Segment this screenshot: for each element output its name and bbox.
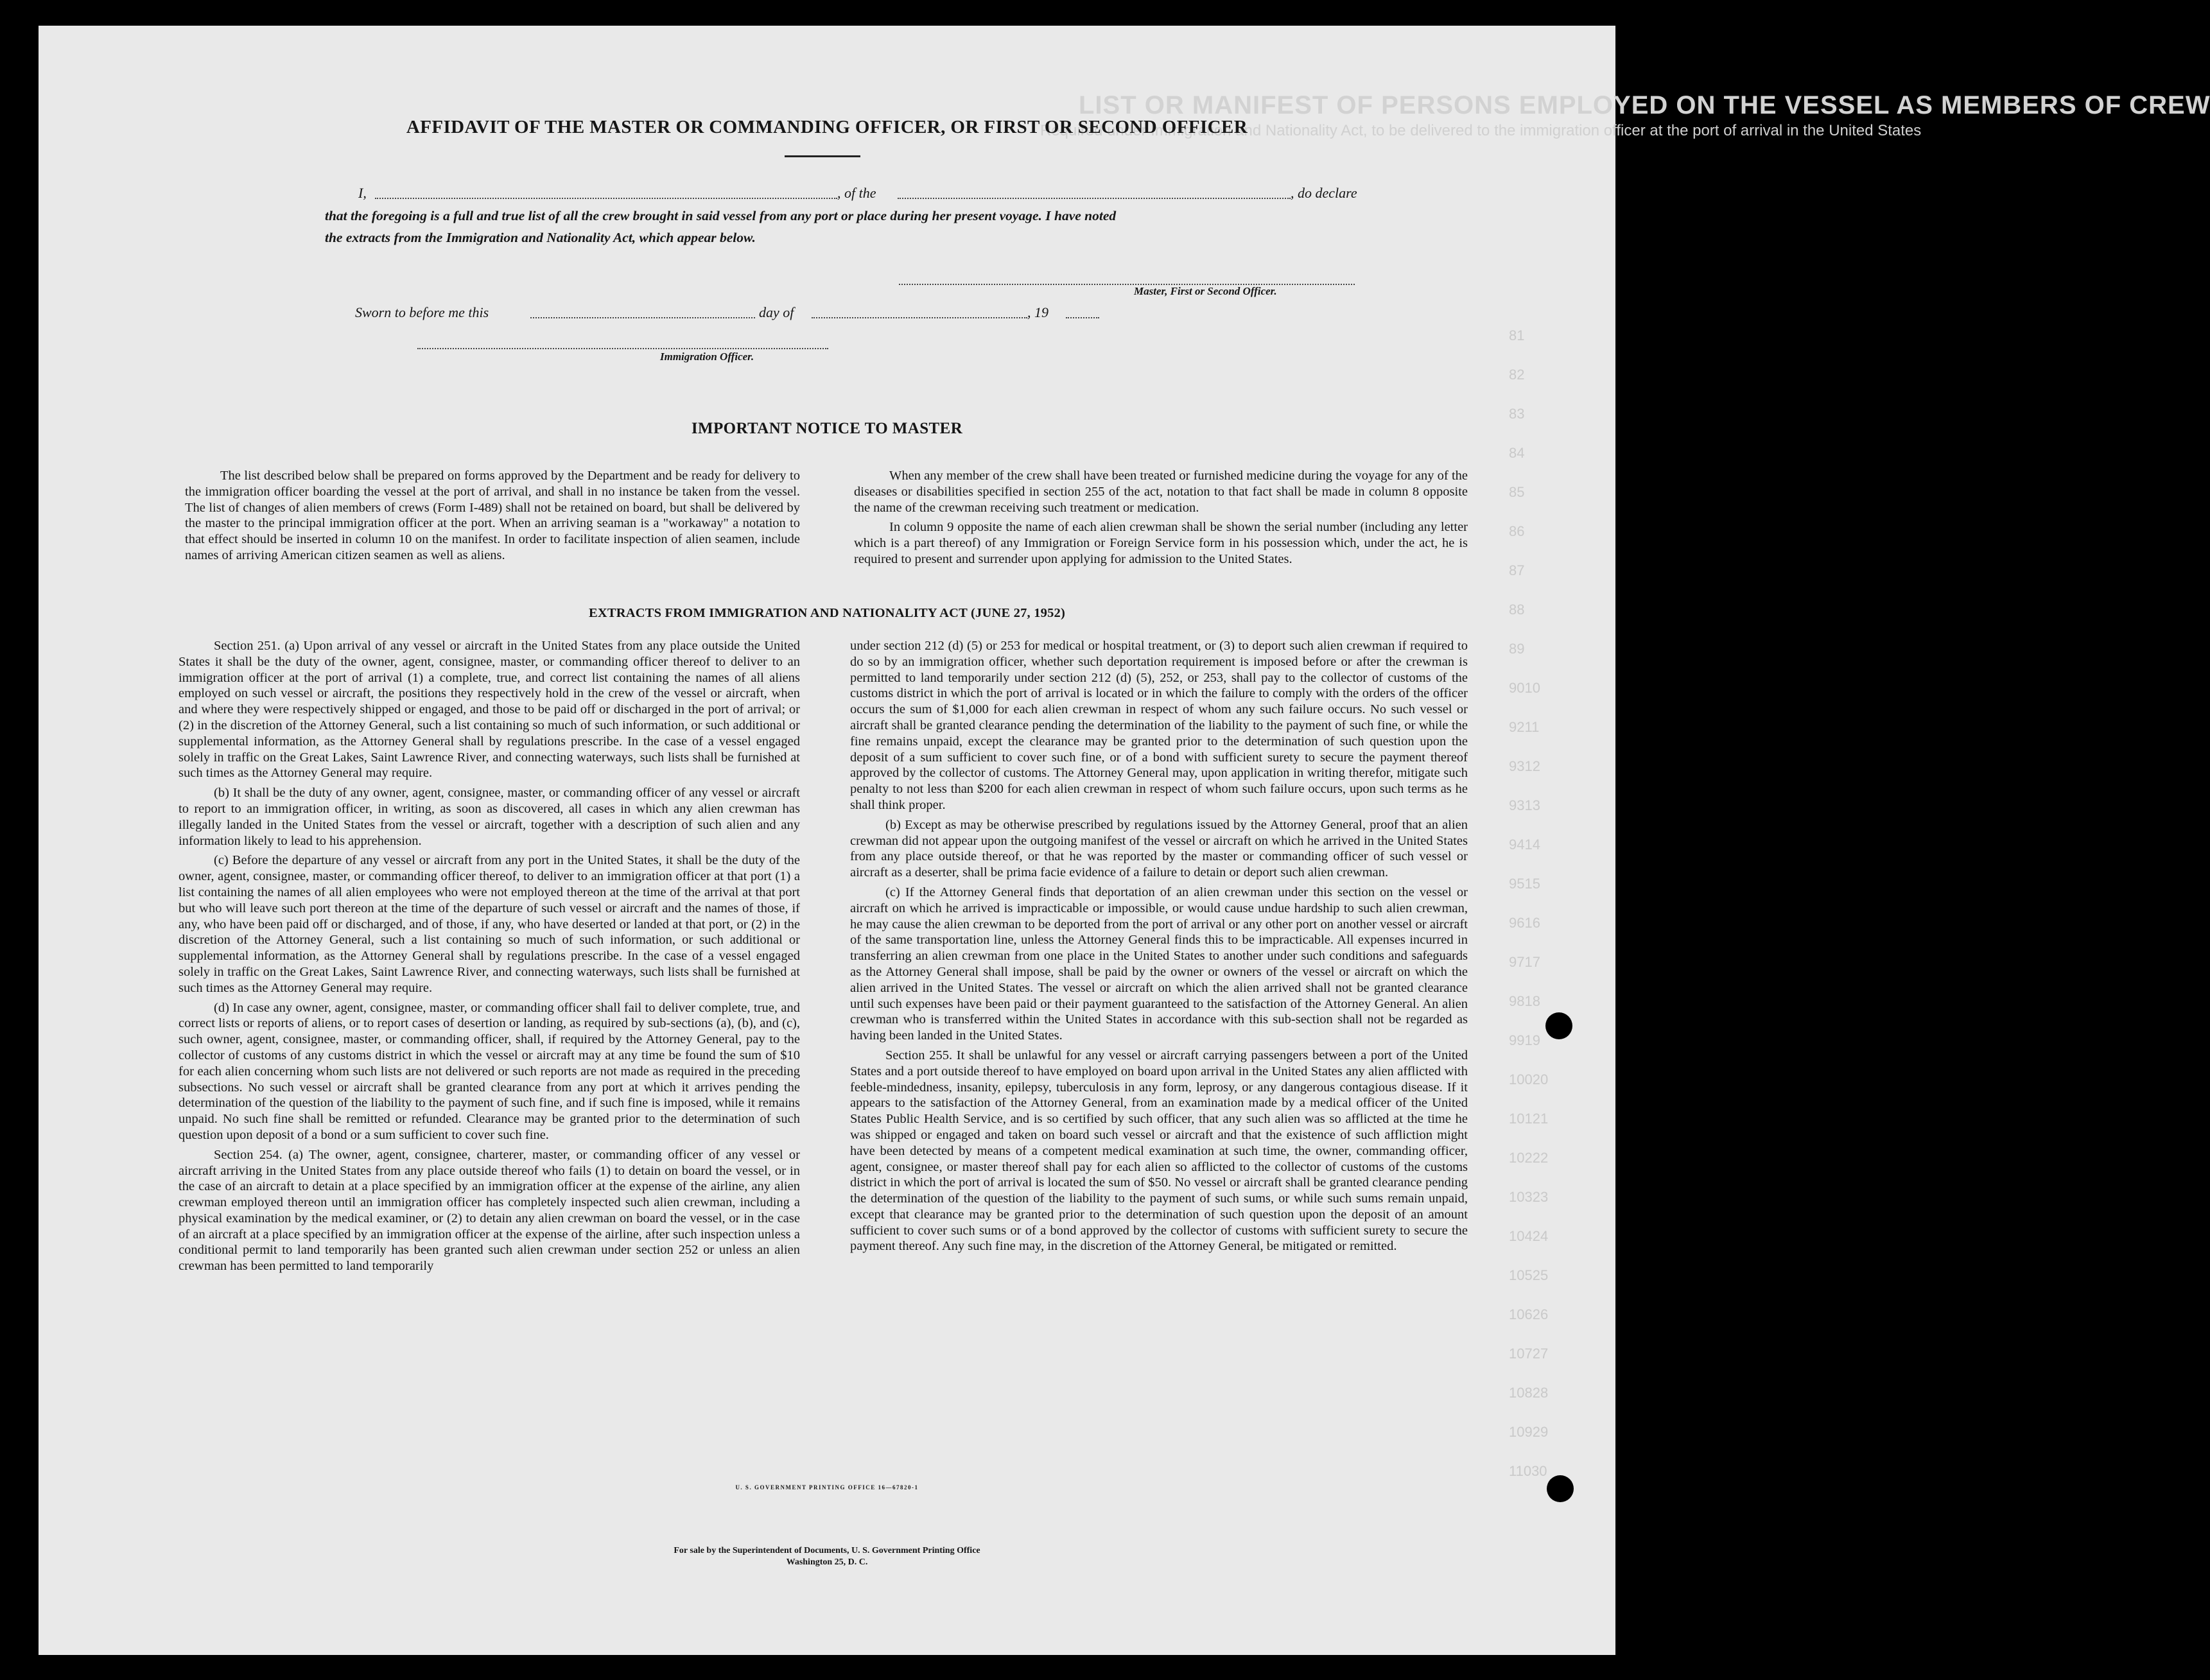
vessel-name-field[interactable] [898,198,1291,199]
affidavit-of-the-label: , of the [837,185,876,201]
show-through-row-number: 9919 [1509,1032,1540,1048]
show-through-row-number: 10424 [1509,1228,1549,1244]
show-through-row-number: 85 [1509,484,1525,500]
show-through-row-number: 9717 [1509,954,1540,970]
sworn-month-field[interactable] [812,317,1027,318]
section-251-c: (c) Before the departure of any vessel or aircraft from any port in the United States, it shall be the duty of the owner, agent, consignee, master, or commanding officer thereof, to deliver to an immigration officer at that port (1) a list containing the names of all alien employees who were not employed thereon at the time of the arrival at that port but who will leave such port thereon at the time of the departure of such vessel or aircraft and the names of those, if any, who have been paid off or discharged, and of those, if any, who have deserted or landed at that port, or (2) in the discretion of the Attorney General, such a list containing so much of such information, or such additional or supplemental information, as the Attorney General shall by regulations prescribe. In the case of a vessel engaged solely in traffic on the Great Lakes, Saint Lawrence River, and connecting waterways, such lists shall be furnished at such times as the Attorney General may require. [178,853,800,995]
show-through-subheader: Required under Immigration and Nationality Act, to be delivered to the immigration officer at the port of arrival in the United States [1040,122,1922,139]
show-through-row-number: 9414 [1509,836,1540,853]
show-through-row-number: 88 [1509,602,1525,618]
notice-left-paragraph: The list described below shall be prepared on forms approved by the Department and be ready for delivery to the immigration officer boarding the vessel at the port of arrival, and shall in no instance be taken from the vessel. The list of changes of alien members of crews (Form I-489) shall not be retained on board, but shall be delivered by the master to the principal immigration officer at the port. When an arriving seaman is a "workaway" a notation to that effect should be inserted in column 10 on the manifest. In order to facilitate inspection of alien seamen, include names of arriving American citizen seamen as well as aliens. [185,469,800,562]
show-through-row-number: 11030 [1509,1463,1547,1479]
show-through-row-number: 10323 [1509,1189,1549,1205]
notice-right-paragraph-1: When any member of the crew shall have been treated or furnished medicine during the voyage for any of the diseases or disabilities specified in section 255 of the act, notation to that fact shall be made in column 8 opposite the name of the crewman receiving such treatment or medication. [854,469,1468,515]
section-251-a: Section 251. (a) Upon arrival of any vessel or aircraft in the United States from any place outside the United States it shall be the duty of the owner, agent, consignee, master, or commanding officer thereof to deliver to an immigration officer at the port of arrival (1) a complete, true, and correct list containing the names of all aliens employed on such vessel or aircraft, the positions they respectively hold in the crew of the vessel or aircraft, when and where they were respectively shipped or engaged, and those to be paid off or discharged in the port of arrival; or (2) in the discretion of the Attorney General, such a list containing so much of such information, or such additional or supplemental information, as the Attorney General shall by regulations prescribe. In the case of a vessel engaged solely in traffic on the Great Lakes, Saint Lawrence River, and connecting waterways, such lists shall be furnished at such times as the Attorney General may require. [178,639,800,781]
show-through-row-number: 84 [1509,445,1525,461]
year-label: , 19 [1027,304,1048,320]
master-signature-label: Master, First or Second Officer. [1134,285,1277,297]
extracts-left-column [178,638,800,1278]
show-through-row-number: 9616 [1509,915,1540,931]
notice-right-column [854,468,1468,571]
gpo-imprint: U. S. GOVERNMENT PRINTING OFFICE 16—67820-1 [735,1484,919,1491]
show-through-row-number: 10222 [1509,1150,1549,1166]
show-through-header: LIST OR MANIFEST OF PERSONS EMPLOYED ON THE VESSEL AS MEMBERS OF CREW [1079,91,2210,119]
affidavit-title: AFFIDAVIT OF THE MASTER OR COMMANDING OFFICER, OR FIRST OR SECOND OFFICER [406,117,1248,137]
sale-line-2: Washington 25, D. C. [786,1557,868,1567]
affidavit-statement-line2: the extracts from the Immigration and Nationality Act, which appear below. [325,230,756,245]
immigration-officer-label: Immigration Officer. [660,351,754,363]
affidavit-i-label: I, [358,185,367,201]
show-through-row-number: 10121 [1509,1111,1549,1127]
section-251-d: (d) In case any owner, agent, consignee, master, or commanding officer shall fail to deliver complete, true, and correct lists or reports of aliens, or to report cases of desertion or landing, as required by sub-sections (a), (b), and (c), such owner, agent, consignee, master, or commanding officer, shall, if required by the Attorney General, pay to the collector of customs of any customs district in which the vessel or aircraft may at any time be found the sum of $10 for each alien concerning whom such lists are not delivered or such reports are not made as required in the preceding subsections. No such vessel or aircraft shall be granted clearance from any port at which it arrives pending the determination of the question of the liability to the payment of such fine, and if such fine is imposed, while it remains unpaid. No such fine shall be remitted or refunded. Clearance may be granted prior to the determination of such question upon deposit of a bond or a sum sufficient to cover such fine. [178,1000,800,1142]
show-through-row-number: 83 [1509,406,1525,422]
show-through-row-number: 87 [1509,562,1525,578]
document-page [39,26,2210,1655]
section-254-a: Section 254. (a) The owner, agent, consignee, charterer, master, or commanding officer of any vessel or aircraft arriving in the United States from any place outside thereof who fails (1) to detain on board the vessel, or in the case of an aircraft to detain at a place specified by an immigration officer at the expense of the airline, any alien crewman employed thereon until an immigration officer has completely inspected such alien crewman, including a physical examination by the medical examiner, or (2) to detain any alien crewman on board the vessel, or in the case of an aircraft at a place specified by an immigration officer at the expense of the airline, after such inspection unless a conditional permit to land temporarily has been granted such alien crewman under section 252 or unless an alien crewman has been permitted to land temporarily [178,1147,800,1274]
section-255: Section 255. It shall be unlawful for any vessel or aircraft carrying passengers between a port of the United States and a port outside thereof to have employed on board upon arrival in the United States any alien afflicted with feeble-mindedness, insanity, epilepsy, tuberculosis in any form, leprosy, or any dangerous contagious disease. If it appears to the satisfaction of the Attorney General, from an examination made by a medical officer of the United States Public Health Service, and is so certified by such officer, that any such alien was so afflicted at the time he was shipped or engaged and taken on board such vessel or aircraft and that the existence of such affliction might have been detected by means of a competent medical examination at such time, the owner, commanding officer, agent, consignee, or master thereof shall pay for each alien so afflicted to the collector of customs of the customs district in which the port of arrival is located the sum of $50. No vessel or aircraft shall be granted clearance pending the determination of the question of the liability to the payment of such sums, or while such sums remain unpaid, except that clearance may be granted prior to the determination of such question upon the deposit of an amount sufficient to cover such sums or of a bond approved by the collector of customs with sufficient surety to secure the payment thereof. Any such fine may, in the discretion of the Attorney General, be mitigated or remitted. [850,1048,1468,1254]
master-name-field[interactable] [375,198,837,199]
notice-left-column [185,468,800,567]
show-through-row-number: 10626 [1509,1306,1549,1322]
section-251-b: (b) It shall be the duty of any owner, agent, consignee, master, or commanding officer of any vessel or aircraft to report to an immigration officer, in writing, as soon as discovered, all cases in which any alien crewman has illegally landed in the United States from the vessel or aircraft, together with a description of such alien and any information likely to lead to his apprehension. [178,786,800,848]
show-through-row-number: 9515 [1509,876,1540,892]
section-254-c: (c) If the Attorney General finds that deportation of an alien crewman under this section on the vessel or aircraft on which he arrived is impracticable or impossible, or would cause undue hardship to such alien crewman, he may cause the alien crewman to be deported from the port of arrival or any other port on another vessel or aircraft of the same transportation line, unless the Attorney General finds this to be impracticable. All expenses incurred in transferring an alien crewman from one place in the United States to another under such conditions and safeguards as the Attorney General shall impose, shall be paid by the owner or owners of the vessel or aircraft on which the alien arrived in the United States. The vessel or aircraft on which the alien arrived shall not be granted clearance until such expenses have been paid or their payment guaranteed to the satisfaction of the Attorney General. An alien crewman who is transferred within the United States in accordance with this sub-section shall not be regarded as having been landed in the United States. [850,885,1468,1043]
show-through-row-number: 10727 [1509,1346,1549,1362]
show-through-row-number: 10929 [1509,1424,1549,1440]
punch-hole-upper [1545,1012,1572,1039]
affidavit-do-declare-label: , do declare [1291,185,1357,201]
sworn-label: Sworn to before me this [355,304,489,320]
immigration-officer-signature-field[interactable] [417,348,828,349]
notice-title: IMPORTANT NOTICE TO MASTER [691,420,963,437]
show-through-row-number: 82 [1509,367,1525,383]
show-through-row-number: 10525 [1509,1267,1549,1283]
sworn-day-field[interactable] [530,317,755,318]
show-through-row-number: 81 [1509,327,1525,343]
sale-line-1: For sale by the Superintendent of Documents, U. S. Government Printing Office [674,1546,980,1555]
section-254-a-continued: under section 212 (d) (5) or 253 for medical or hospital treatment, or (3) to deport such alien crewman if required to do so by an immigration officer, whether such deportation requirement is imposed before or after the crewman is permitted to land temporarily under section 212 (d) (5), 252, or 253, shall pay to the collector of customs of the customs district in which the port of arrival is located or in which the failure to comply with the orders of the officer occurs the sum of $1,000 for each alien crewman in respect of whom any such failure occurs. No such vessel or aircraft shall be granted clearance pending the determination of the liability to the payment of such fine, or while the fine remains unpaid, except the clearance may be granted prior to the determination of such question upon the deposit of a sum sufficient to cover such fine, or of a bond with sufficient surety to secure the payment thereof approved by the collector of customs. The Attorney General may, upon application in writing therefor, mitigate such penalty to not less than $200 for each alien crewman in respect of whom such failure occurs, upon such terms as he shall think proper. [850,639,1468,812]
show-through-row-number: 89 [1509,641,1525,657]
affidavit-statement-line1: that the foregoing is a full and true list of all the crew brought in said vessel from any port or place during her present voyage. I have noted [325,208,1117,223]
extracts-right-column [850,638,1468,1258]
section-254-b: (b) Except as may be otherwise prescribed by regulations issued by the Attorney General, proof that an alien crewman did not appear upon the outgoing manifest of the vessel or aircraft on which he arrived in the United States from any place outside thereof, or that he was reported by the master or commanding officer of such vessel or aircraft as a deserter, shall be prima facie evidence of a failure to detain or deport such alien crewman. [850,817,1468,880]
show-through-row-number: 9818 [1509,993,1540,1009]
show-through-row-number: 86 [1509,523,1525,539]
master-signature-field[interactable] [899,284,1355,285]
show-through-row-number: 10828 [1509,1385,1549,1401]
title-rule [785,155,860,157]
sworn-year-field[interactable] [1066,317,1099,318]
day-of-label: day of [759,304,794,320]
show-through-row-number: 9010 [1509,680,1540,696]
show-through-row-number: 9312 [1509,758,1540,774]
notice-right-paragraph-2: In column 9 opposite the name of each alien crewman shall be shown the serial number (including any letter which is a part thereof) of any Immigration or Foreign Service form in his possession which, under the act, he is required to present and surrender upon applying for admission to the United States. [854,520,1468,566]
extracts-title: EXTRACTS FROM IMMIGRATION AND NATIONALITY ACT (JUNE 27, 1952) [588,606,1066,620]
show-through-row-number: 10020 [1509,1071,1549,1087]
show-through-row-number: 9211 [1509,719,1540,735]
punch-hole-lower [1547,1475,1574,1502]
show-through-row-number: 9313 [1509,797,1540,813]
